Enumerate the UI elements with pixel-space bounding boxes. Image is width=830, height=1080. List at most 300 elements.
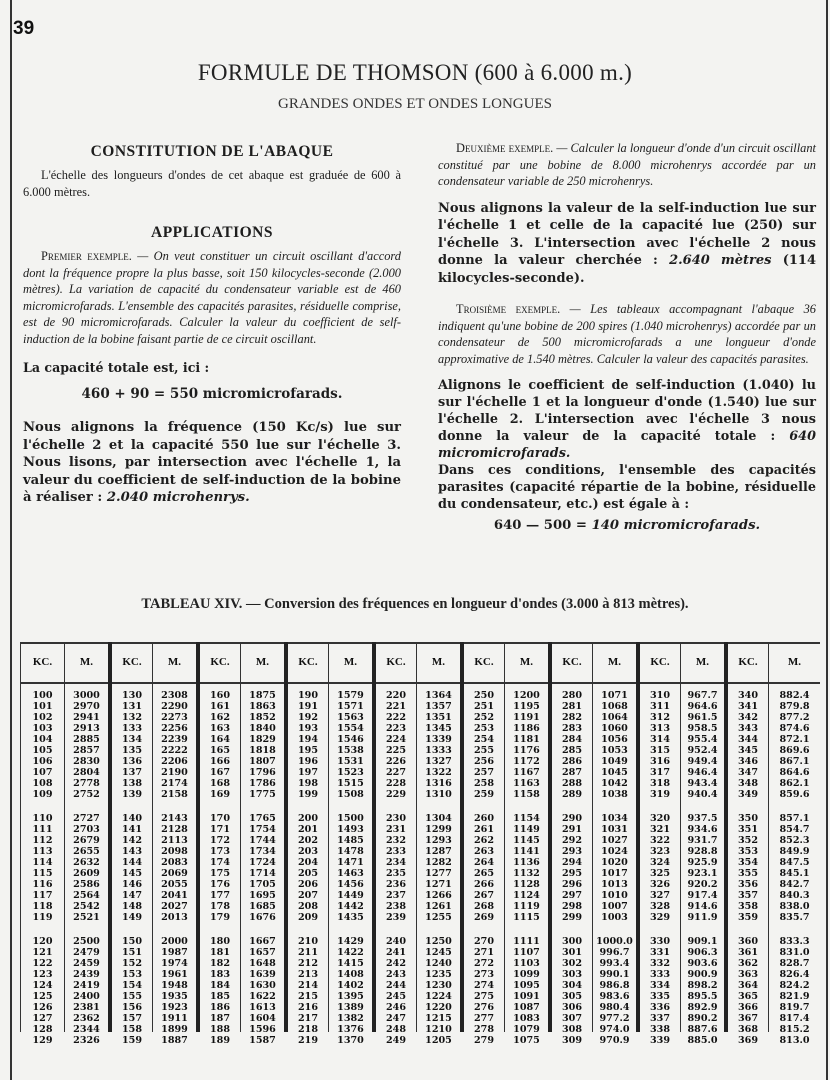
kc-value: 307 [561, 1013, 583, 1024]
m-value: 1456 [337, 879, 364, 890]
m-header: M. [167, 656, 182, 668]
m-value: 993.4 [599, 958, 630, 969]
kc-value: 184 [209, 980, 231, 991]
m-value: 1167 [513, 767, 540, 778]
kc-value: 167 [209, 767, 231, 778]
m-value: 1389 [337, 1002, 364, 1013]
m-value: 1705 [249, 879, 276, 890]
kc-value: 222 [385, 712, 407, 723]
m-value: 1149 [513, 824, 540, 835]
kc-value: 339 [649, 1035, 671, 1046]
m-value: 2041 [161, 890, 188, 901]
m-value: 1604 [249, 1013, 276, 1024]
table-group [108, 642, 196, 1046]
kc-value: 144 [121, 857, 143, 868]
kc-value: 219 [297, 1035, 319, 1046]
m-value: 925.9 [687, 857, 718, 868]
m-value: 1224 [425, 991, 452, 1002]
m-value: 2206 [161, 756, 188, 767]
kc-value: 186 [209, 1002, 231, 1013]
kc-value: 300 [561, 936, 583, 947]
kc-value: 359 [737, 912, 759, 923]
example1-label: Premier exemple. [41, 249, 132, 263]
example2-solution-result: 2.640 mètres [669, 253, 772, 268]
constitution-heading: CONSTITUTION DE L'ABAQUE [90, 143, 334, 160]
kc-value: 115 [32, 868, 53, 879]
m-value: 2273 [161, 712, 188, 723]
kc-value: 289 [561, 789, 583, 800]
m-value: 961.5 [687, 712, 718, 723]
m-value: 1299 [425, 824, 452, 835]
m-value: 2290 [161, 701, 188, 712]
m-value: 986.8 [599, 980, 630, 991]
m-value: 1415 [337, 958, 364, 969]
kc-column [108, 642, 152, 1046]
m-value: 1685 [249, 901, 276, 912]
kc-value: 301 [561, 947, 583, 958]
kc-value: 109 [32, 789, 53, 800]
m-value: 1304 [425, 813, 452, 824]
kc-value: 251 [473, 701, 495, 712]
m-value: 1191 [513, 712, 540, 723]
kc-column [724, 642, 768, 1046]
m-value: 1899 [161, 1024, 188, 1035]
m-value: 2970 [73, 701, 100, 712]
kc-header: KC. [562, 656, 582, 668]
kc-value: 114 [32, 857, 53, 868]
kc-value: 228 [385, 778, 407, 789]
m-header: M. [343, 656, 358, 668]
kc-value: 141 [121, 824, 143, 835]
m-value: 996.7 [599, 947, 630, 958]
table-group [284, 642, 372, 1046]
kc-value: 170 [209, 813, 231, 824]
kc-value: 200 [297, 813, 319, 824]
m-value: 1370 [337, 1035, 364, 1046]
kc-value: 315 [649, 745, 671, 756]
kc-value: 280 [561, 690, 583, 701]
m-value: 1128 [513, 879, 540, 890]
kc-value: 292 [561, 835, 583, 846]
m-value: 1250 [425, 936, 452, 947]
m-value: 1333 [425, 745, 452, 756]
m-value: 1271 [425, 879, 452, 890]
m-value: 2308 [161, 690, 188, 701]
kc-value: 137 [121, 767, 143, 778]
m-value: 2128 [161, 824, 188, 835]
kc-value: 316 [649, 756, 671, 767]
kc-value: 175 [209, 868, 231, 879]
m-value: 2158 [161, 789, 188, 800]
m-value: 1103 [513, 958, 540, 969]
m-value: 1515 [337, 778, 364, 789]
m-value: 2778 [73, 778, 100, 789]
kc-value: 321 [649, 824, 671, 835]
m-value: 828.7 [779, 958, 810, 969]
kc-value: 334 [649, 980, 671, 991]
kc-value: 284 [561, 734, 583, 745]
kc-value: 191 [297, 701, 319, 712]
m-value: 2143 [161, 813, 188, 824]
kc-value: 365 [737, 991, 759, 1002]
m-value: 2500 [73, 936, 100, 947]
kc-value: 234 [385, 857, 407, 868]
m-value: 1322 [425, 767, 452, 778]
m-value: 1961 [161, 969, 188, 980]
kc-value: 310 [649, 690, 671, 701]
kc-value: 201 [297, 824, 319, 835]
m-value: 1376 [337, 1024, 364, 1035]
example2-text: — Calculer la longueur d'onde d'un circuit oscillant constitué par une bobine de 8.000 microhenrys accordée par un condensateur variable de 250 microhenrys. [438, 141, 816, 188]
m-value: 1754 [249, 824, 276, 835]
m-value: 964.6 [687, 701, 718, 712]
m-header: M. [787, 656, 802, 668]
m-value: 1863 [249, 701, 276, 712]
kc-value: 243 [385, 969, 407, 980]
m-value: 1310 [425, 789, 452, 800]
kc-value: 165 [209, 745, 231, 756]
kc-value: 323 [649, 846, 671, 857]
kc-value: 331 [649, 947, 671, 958]
m-value: 817.4 [779, 1013, 810, 1024]
kc-value: 254 [473, 734, 495, 745]
m-value: 869.6 [779, 745, 810, 756]
m-value: 980.4 [599, 1002, 630, 1013]
kc-value: 146 [121, 879, 143, 890]
kc-value: 192 [297, 712, 319, 723]
kc-value: 223 [385, 723, 407, 734]
m-value: 1064 [601, 712, 628, 723]
kc-value: 107 [32, 767, 53, 778]
m-value: 920.2 [687, 879, 718, 890]
m-value: 2913 [73, 723, 100, 734]
kc-header: KC. [122, 656, 142, 668]
m-value: 2752 [73, 789, 100, 800]
kc-value: 258 [473, 778, 495, 789]
kc-value: 348 [737, 778, 759, 789]
m-value: 923.1 [687, 868, 718, 879]
kc-value: 202 [297, 835, 319, 846]
kc-value: 330 [649, 936, 671, 947]
kc-value: 354 [737, 857, 759, 868]
kc-value: 320 [649, 813, 671, 824]
kc-value: 171 [209, 824, 231, 835]
kc-value: 368 [737, 1024, 759, 1035]
m-value: 1554 [337, 723, 364, 734]
m-value: 838.0 [779, 901, 810, 912]
m-column [416, 642, 460, 1046]
m-value: 1852 [249, 712, 276, 723]
kc-value: 267 [473, 890, 495, 901]
kc-value: 124 [32, 980, 53, 991]
m-value: 1186 [513, 723, 540, 734]
m-value: 3000 [73, 690, 100, 701]
m-value: 983.6 [599, 991, 630, 1002]
kc-value: 360 [737, 936, 759, 947]
m-value: 1071 [601, 690, 628, 701]
m-value: 2174 [161, 778, 188, 789]
m-value: 903.6 [687, 958, 718, 969]
kc-value: 216 [297, 1002, 319, 1013]
kc-header: KC. [386, 656, 406, 668]
m-value: 2655 [73, 846, 100, 857]
kc-value: 349 [737, 789, 759, 800]
example2-solution [438, 200, 816, 288]
kc-value: 193 [297, 723, 319, 734]
kc-value: 233 [385, 846, 407, 857]
kc-value: 157 [121, 1013, 143, 1024]
m-value: 849.9 [779, 846, 810, 857]
m-value: 1000.0 [596, 936, 633, 947]
kc-value: 367 [737, 1013, 759, 1024]
total-capacity-intro-text: La capacité totale est, ici : [23, 360, 210, 375]
kc-value: 209 [297, 912, 319, 923]
m-value: 1136 [513, 857, 540, 868]
kc-value: 298 [561, 901, 583, 912]
m-value: 2632 [73, 857, 100, 868]
constitution-paragraph [23, 167, 401, 200]
m-column [504, 642, 548, 1046]
m-value: 2083 [161, 857, 188, 868]
m-value: 1053 [601, 745, 628, 756]
m-value: 1829 [249, 734, 276, 745]
m-value: 1523 [337, 767, 364, 778]
kc-value: 303 [561, 969, 583, 980]
kc-value: 189 [209, 1035, 231, 1046]
kc-value: 255 [473, 745, 495, 756]
m-value: 892.9 [687, 1002, 718, 1013]
m-value: 1948 [161, 980, 188, 991]
m-column [152, 642, 196, 1046]
m-value: 1075 [513, 1035, 540, 1046]
m-value: 1013 [601, 879, 628, 890]
kc-value: 345 [737, 745, 759, 756]
m-value: 1261 [425, 901, 452, 912]
kc-value: 261 [473, 824, 495, 835]
m-column [64, 642, 108, 1046]
m-value: 1402 [337, 980, 364, 991]
m-value: 1714 [249, 868, 276, 879]
m-value: 890.2 [687, 1013, 718, 1024]
m-value: 931.7 [687, 835, 718, 846]
kc-value: 291 [561, 824, 583, 835]
m-value: 1734 [249, 846, 276, 857]
kc-value: 235 [385, 868, 407, 879]
example2-solution-text: Nous alignons la valeur de la self-induction lue sur l'échelle 1 et celle de la capacité lue (250) sur l'échelle 3. L'intersection avec l'échelle 2 nous donne la valeur cherchée : [438, 200, 816, 268]
m-value: 1596 [249, 1024, 276, 1035]
kc-value: 111 [32, 824, 53, 835]
m-value: 1172 [513, 756, 540, 767]
kc-value: 305 [561, 991, 583, 1002]
m-value: 1724 [249, 857, 276, 868]
kc-column [548, 642, 592, 1046]
m-value: 1316 [425, 778, 452, 789]
kc-value: 242 [385, 958, 407, 969]
kc-value: 140 [121, 813, 143, 824]
m-value: 2521 [73, 912, 100, 923]
m-value: 882.4 [779, 690, 810, 701]
kc-value: 136 [121, 756, 143, 767]
m-column [328, 642, 372, 1046]
kc-value: 178 [209, 901, 231, 912]
m-column [680, 642, 724, 1046]
kc-value: 288 [561, 778, 583, 789]
kc-column [20, 642, 64, 1046]
kc-value: 240 [385, 936, 407, 947]
kc-value: 166 [209, 756, 231, 767]
applications-heading: APPLICATIONS [151, 224, 273, 241]
kc-column [196, 642, 240, 1046]
kc-value: 232 [385, 835, 407, 846]
m-value: 1478 [337, 846, 364, 857]
example3-equation [438, 517, 816, 534]
m-value: 1442 [337, 901, 364, 912]
m-value: 859.6 [779, 789, 810, 800]
kc-value: 116 [32, 879, 53, 890]
kc-value: 194 [297, 734, 319, 745]
kc-value: 198 [297, 778, 319, 789]
kc-value: 161 [209, 701, 231, 712]
kc-value: 239 [385, 912, 407, 923]
m-value: 2069 [161, 868, 188, 879]
m-value: 2013 [161, 912, 188, 923]
m-value: 1875 [249, 690, 276, 701]
m-value: 2400 [73, 991, 100, 1002]
kc-value: 286 [561, 756, 583, 767]
m-value: 1449 [337, 890, 364, 901]
table-group [20, 642, 108, 1046]
m-value: 857.1 [779, 813, 810, 824]
kc-value: 130 [121, 690, 143, 701]
kc-value: 296 [561, 879, 583, 890]
m-value: 1020 [601, 857, 628, 868]
kc-value: 132 [121, 712, 143, 723]
m-value: 958.5 [687, 723, 718, 734]
m-value: 1200 [513, 690, 540, 701]
m-value: 821.9 [779, 991, 810, 1002]
kc-value: 264 [473, 857, 495, 868]
m-value: 833.3 [779, 936, 810, 947]
m-value: 2190 [161, 767, 188, 778]
kc-value: 199 [297, 789, 319, 800]
example3-equation-lhs: 640 — 500 = [493, 518, 592, 533]
m-value: 967.7 [687, 690, 718, 701]
m-value: 1786 [249, 778, 276, 789]
m-value: 879.8 [779, 701, 810, 712]
kc-value: 224 [385, 734, 407, 745]
m-value: 1429 [337, 936, 364, 947]
m-value: 974.0 [599, 1024, 630, 1035]
kc-value: 325 [649, 868, 671, 879]
kc-value: 353 [737, 846, 759, 857]
kc-value: 218 [297, 1024, 319, 1035]
example3-paragraph [438, 301, 816, 367]
m-value: 1255 [425, 912, 452, 923]
m-value: 900.9 [687, 969, 718, 980]
m-value: 1471 [337, 857, 364, 868]
m-value: 943.4 [687, 778, 718, 789]
m-value: 815.2 [779, 1024, 810, 1035]
kc-value: 299 [561, 912, 583, 923]
kc-value: 294 [561, 857, 583, 868]
page-number: 39 [13, 18, 35, 39]
m-value: 2857 [73, 745, 100, 756]
kc-value: 138 [121, 778, 143, 789]
kc-value: 210 [297, 936, 319, 947]
m-value: 1083 [513, 1013, 540, 1024]
kc-value: 277 [473, 1013, 495, 1024]
kc-value: 306 [561, 1002, 583, 1013]
kc-value: 343 [737, 723, 759, 734]
m-value: 1141 [513, 846, 540, 857]
kc-value: 260 [473, 813, 495, 824]
kc-value: 213 [297, 969, 319, 980]
kc-value: 273 [473, 969, 495, 980]
kc-value: 352 [737, 835, 759, 846]
m-value: 1034 [601, 813, 628, 824]
table-group [636, 642, 724, 1046]
m-value: 934.6 [687, 824, 718, 835]
table-group [548, 642, 636, 1046]
m-value: 1230 [425, 980, 452, 991]
kc-value: 164 [209, 734, 231, 745]
m-value: 952.4 [687, 745, 718, 756]
m-header: M. [79, 656, 94, 668]
m-value: 2362 [73, 1013, 100, 1024]
kc-value: 163 [209, 723, 231, 734]
m-column [592, 642, 636, 1046]
m-value: 1395 [337, 991, 364, 1002]
kc-value: 158 [121, 1024, 143, 1035]
kc-value: 271 [473, 947, 495, 958]
kc-value: 173 [209, 846, 231, 857]
kc-value: 283 [561, 723, 583, 734]
kc-value: 366 [737, 1002, 759, 1013]
kc-value: 176 [209, 879, 231, 890]
kc-value: 177 [209, 890, 231, 901]
kc-header: KC. [32, 656, 53, 668]
m-value: 1911 [161, 1013, 188, 1024]
kc-value: 302 [561, 958, 583, 969]
kc-header: KC. [738, 656, 758, 668]
kc-value: 308 [561, 1024, 583, 1035]
m-value: 835.7 [779, 912, 810, 923]
m-value: 1119 [513, 901, 540, 912]
kc-value: 290 [561, 813, 583, 824]
kc-column [460, 642, 504, 1046]
m-value: 2609 [73, 868, 100, 879]
kc-value: 324 [649, 857, 671, 868]
m-value: 970.9 [599, 1035, 630, 1046]
m-value: 1007 [601, 901, 628, 912]
kc-value: 221 [385, 701, 407, 712]
m-value: 2381 [73, 1002, 100, 1013]
kc-value: 347 [737, 767, 759, 778]
kc-value: 326 [649, 879, 671, 890]
m-value: 847.5 [779, 857, 810, 868]
kc-value: 195 [297, 745, 319, 756]
m-value: 1245 [425, 947, 452, 958]
example3-text: — Les tableaux accompagnant l'abaque 36 indiquent qu'une bobine de 200 spires (1.040 microhenrys) accordée par un condensateur de 500 micromicrofarads a une longueur d'onde approximative de 1.540 mètres. Calculer la valeur des capacités parasites. [438, 302, 816, 366]
kc-value: 123 [32, 969, 53, 980]
m-value: 1351 [425, 712, 452, 723]
kc-value: 149 [121, 912, 143, 923]
kc-value: 363 [737, 969, 759, 980]
m-value: 2055 [161, 879, 188, 890]
kc-value: 153 [121, 969, 143, 980]
kc-value: 142 [121, 835, 143, 846]
kc-value: 131 [121, 701, 143, 712]
